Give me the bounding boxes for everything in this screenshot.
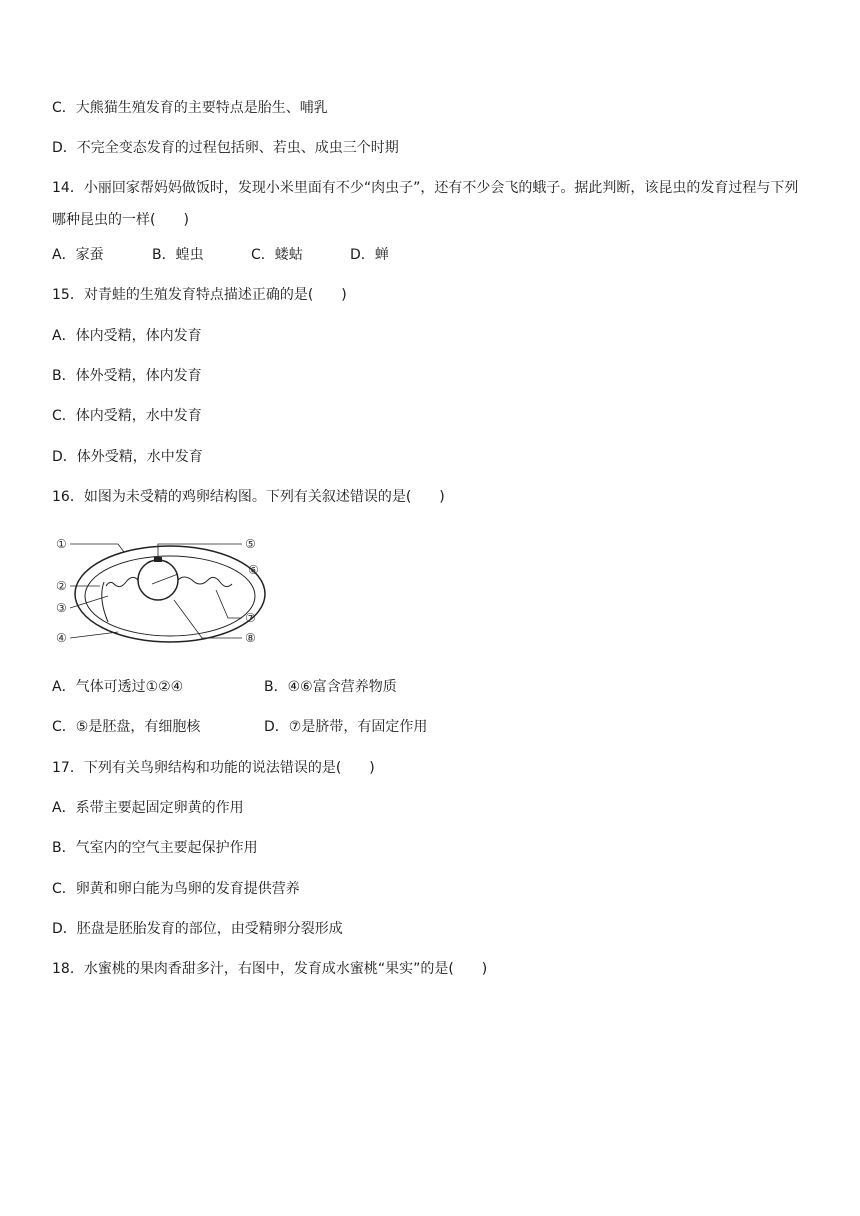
figure-label-6: ⑥ [248,563,259,577]
q16-stem: 16．如图为未受精的鸡卵结构图。下列有关叙述错误的是( ) [52,489,445,505]
figure-label-4: ④ [56,631,67,645]
q17-stem: 17．下列有关鸟卵结构和功能的说法错误的是( ) [52,760,375,776]
egg-shell [75,546,265,642]
egg-structure-diagram [52,530,272,655]
figure-label-3: ③ [56,601,67,615]
figure-label-7: ⑦ [245,611,256,625]
yolk [138,560,178,600]
figure-label-1: ① [56,537,67,551]
chalaza-right [178,577,232,587]
q14-option-b: B．蝗虫 [152,247,204,263]
figure-label-5: ⑤ [245,537,256,551]
q17-option-c: C．卵黄和卵白能为鸟卵的发育提供营养 [52,881,300,897]
q13-option-c: C．大熊猫生殖发育的主要特点是胎生、哺乳 [52,100,328,116]
q15-option-b: B．体外受精，体内发育 [52,368,202,384]
q14-option-a: A．家蚕 [52,247,104,263]
q15-option-d: D．体外受精，水中发育 [52,449,203,465]
chalaza-left [106,577,138,586]
q14-option-d: D．蝉 [350,247,389,263]
q17-option-b: B．气室内的空气主要起保护作用 [52,840,258,856]
q15-option-c: C．体内受精，水中发育 [52,408,202,424]
air-chamber [102,582,108,622]
figure-label-8: ⑧ [245,631,256,645]
figure-label-2: ② [56,579,67,593]
q16-option-b: B．④⑥富含营养物质 [264,679,397,695]
q14-option-c: C．蝼蛄 [251,247,303,263]
q16-option-c: C．⑤是胚盘，有细胞核 [52,719,201,735]
q16-option-d: D．⑦是脐带，有固定作用 [264,719,428,735]
q17-option-a: A．系带主要起固定卵黄的作用 [52,800,244,816]
q18-stem: 18．水蜜桃的果肉香甜多汁，右图中，发育成水蜜桃“果实”的是( ) [52,961,488,977]
q15-option-a: A．体内受精，体内发育 [52,328,202,344]
q13-option-d: D．不完全变态发育的过程包括卵、若虫、成虫三个时期 [52,140,399,156]
q16-option-a: A．气体可透过①②④ [52,679,184,695]
q15-stem: 15．对青蛙的生殖发育特点描述正确的是( ) [52,287,347,303]
q14-stem: 14．小丽回家帮妈妈做饭时，发现小米里面有不少“肉虫子”，还有不少会飞的蛾子。据此判断，该昆虫的发育过程与下列哪种昆虫的一样( ) [52,180,799,228]
q17-option-d: D．胚盘是胚胎发育的部位，由受精卵分裂形成 [52,921,343,937]
